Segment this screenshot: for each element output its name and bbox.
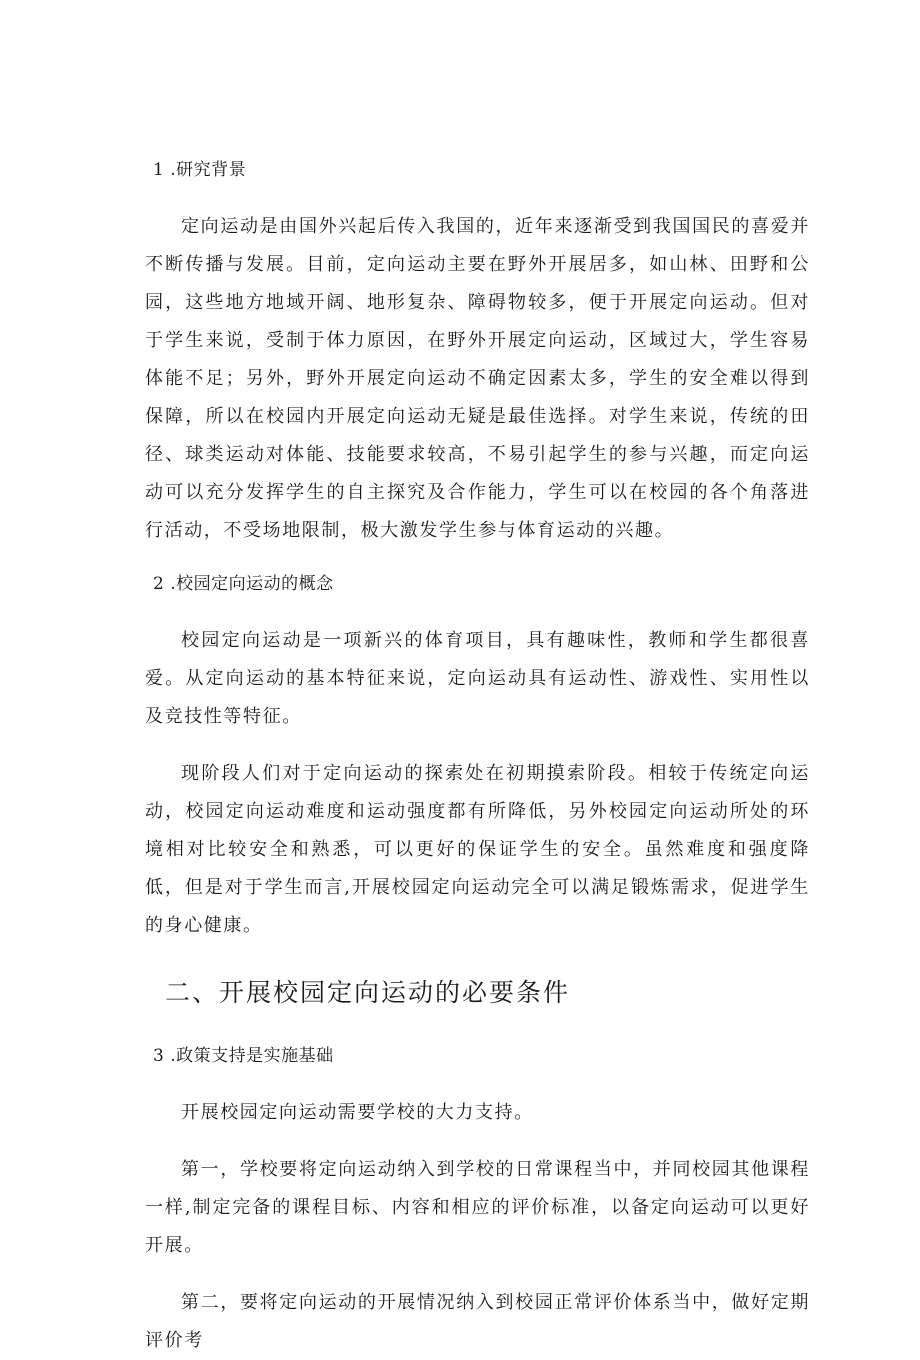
- paragraph-second-point: 第二，要将定向运动的开展情况纳入到校园正常评价体系当中，做好定期评价考: [145, 1292, 810, 1351]
- paragraph-concept: 校园定向运动是一项新兴的体育项目，具有趣味性，教师和学生都很喜爱。从定向运动的基本特征来说，定向运动具有运动性、游戏性、实用性以及竞技性等特征。: [145, 630, 810, 727]
- paragraph-background: 定向运动是由国外兴起后传入我国的，近年来逐渐受到我国国民的喜爱并不断传播与发展。目前，定向运动主要在野外开展居多，如山林、田野和公园，这些地方地域开阔、地形复杂、障碍物较多，便于开展定向运动。但对于学生来说，受制于体力原因，在野外开展定向运动，区域过大，学生容易体能不足；另外，野外开展定向运动不确定因素太多，学生的安全难以得到保障，所以在校园内开展定向运动无疑是最佳选择。对学生来说，传统的田径、球类运动对体能、技能要求较高，不易引起学生的参与兴趣，而定向运动可以充分发挥学生的自主探究及合作能力，学生可以在校园的各个角落进行活动，不受场地限制，极大激发学生参与体育运动的兴趣。: [145, 216, 810, 541]
- paragraph-first-point: 第一，学校要将定向运动纳入到学校的日常课程当中，并同校园其他课程一样,制定完备的课程目标、内容和相应的评价标准，以备定向运动可以更好开展。: [145, 1159, 810, 1256]
- subheading-concept: 2 .校园定向运动的概念: [153, 574, 334, 594]
- section-heading-conditions: 二、开展校园定向运动的必要条件: [165, 978, 571, 1007]
- subheading-research-background: 1 .研究背景: [153, 160, 247, 180]
- subheading-policy-support: 3 .政策支持是实施基础: [153, 1046, 334, 1066]
- paragraph-school-support: 开展校园定向运动需要学校的大力支持。: [181, 1102, 534, 1123]
- paragraph-current-stage: 现阶段人们对于定向运动的探索处在初期摸索阶段。相较于传统定向运动，校园定向运动难度和运动强度都有所降低，另外校园定向运动所处的环境相对比较安全和熟悉，可以更好的保证学生的安全。虽然难度和强度降低，但是对于学生而言,开展校园定向运动完全可以满足锻炼需求，促进学生的身心健康。: [145, 763, 810, 936]
